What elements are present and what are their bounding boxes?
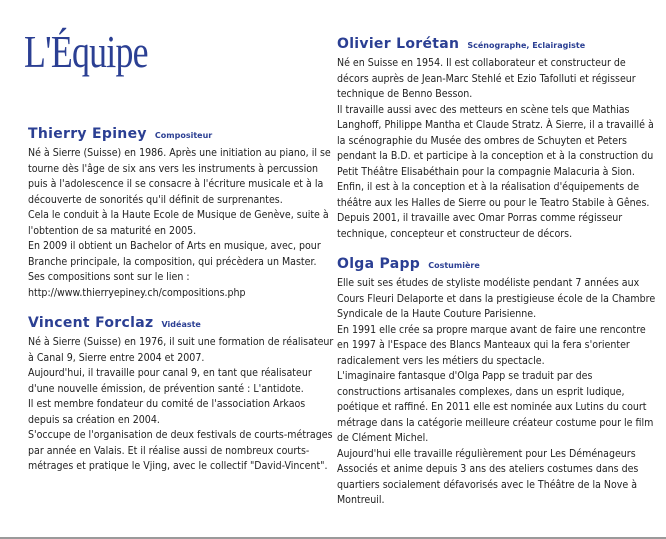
member-bio-paragraph: Elle suit ses études de styliste modéliste pendant 7 années aux Cours Fleuri Delaporte et dans la prestigieuse école de la Chambre Syndicale de la Haute Couture Parisienne. [337,278,656,320]
page-title: L'Équipe [24,26,148,77]
member-bio-paragraph: Aujourd'hui elle travaille régulièrement pour Les Déménageurs Associés et anime depuis 3 ans des ateliers costumes dans des quartiers socialement défavorisés avec le Théâtre de la Nove à Montreuil. [337,448,639,506]
member-olga-papp [337,255,659,509]
member-bio-paragraph: Il est membre fondateur du comité de l'association Arkaos depuis sa création en 2004. [28,399,306,426]
member-bio-paragraph: En 2009 il obtient un Bachelor of Arts en musique, avec, pour Branche principale, la composition, qui précèdera un Master. Ses compositions sont sur le lien : http://www.thierryepiney.ch/compositions.php [28,241,321,299]
member-bio-paragraph: Cela le conduit à la Haute Ecole de Musique de Genève, suite à l'obtention de sa maturité en 2005. [28,210,329,237]
member-bio-paragraph: S'occupe de l'organisation de deux festivals de courts-métrages par année en Valais. Et il réalise aussi de nombreux courts-métrages et pratique le Vjing, avec le collectif "David-Vincent". [28,430,333,472]
member-heading [337,35,659,54]
member-role: Vidéaste [161,320,201,329]
member-olivier-loretan [337,35,659,242]
left-column [28,125,333,488]
member-heading [337,255,659,274]
right-column [337,35,659,522]
member-name: Thierry Epiney [28,126,147,142]
member-heading [28,125,333,144]
member-role: Scénographe, Eclairagiste [467,41,586,50]
member-bio-paragraph: Il travaille aussi avec des metteurs en scène tels que Mathias Langhoff, Philippe Mantha et Claude Stratz. À Sierre, il a travaillé à la scénographie du Musée des ombres de Schuyten et Peters pendant la B.D. et participe à la conception et à la construction du Petit Théâtre Elisabéthain pour la compagnie Malacuria à Sion. Enfin, il est à la conception et à la réalisation d'équipements de théâtre aux les Halles de Sierre ou pour le Teatro Stabile à Gênes. Depuis 2001, il travaille avec Omar Porras comme régisseur technique, concepteur et constructeur de décors. [337,104,654,240]
member-thierry-epiney [28,125,333,301]
member-bio-paragraph: Né à Sierre (Suisse) en 1976, il suit une formation de réalisateur à Canal 9, Sierre entre 2004 et 2007. [28,337,334,364]
member-bio-paragraph: En 1991 elle crée sa propre marque avant de faire une rencontre en 1997 à l'Espace des Blancs Manteaux qui la fera s'orienter radicalement vers les métiers du spectacle. [337,324,646,367]
member-vincent-forclaz [28,314,333,475]
member-name: Olga Papp [337,256,421,272]
member-bio-paragraph: Né à Sierre (Suisse) en 1986. Après une initiation au piano, il se tourne dès l'âge de six ans vers les instruments à percussion puis à l'adolescence il se consacre à l'écriture musicale et à la découverte de sonorités qu'il définit de surprenantes. [28,148,331,206]
member-name: Olivier Lorétan [337,36,460,52]
member-bio-paragraph: Aujourd'hui, il travaille pour canal 9, en tant que réalisateur d'une nouvelle émission, de prévention santé : L'antidote. [28,368,312,395]
member-role: Costumière [428,261,480,270]
member-bio-paragraph: Né en Suisse en 1954. Il est collaborateur et constructeur de décors auprès de Jean-Marc Stehlé et Ezio Tafolluti et régisseur technique de Benno Besson. [337,58,636,100]
member-name: Vincent Forclaz [28,315,154,331]
member-heading [28,314,333,333]
member-bio-paragraph: L'imaginaire fantasque d'Olga Papp se traduit par des constructions artisanales complexes, dans un esprit ludique, poétique et raffiné. En 2011 elle est nominée aux Lutins du court métrage dans la catégorie meilleure créateur costume pour le film de Clément Michel. [337,371,654,444]
member-role: Compositeur [154,131,213,140]
